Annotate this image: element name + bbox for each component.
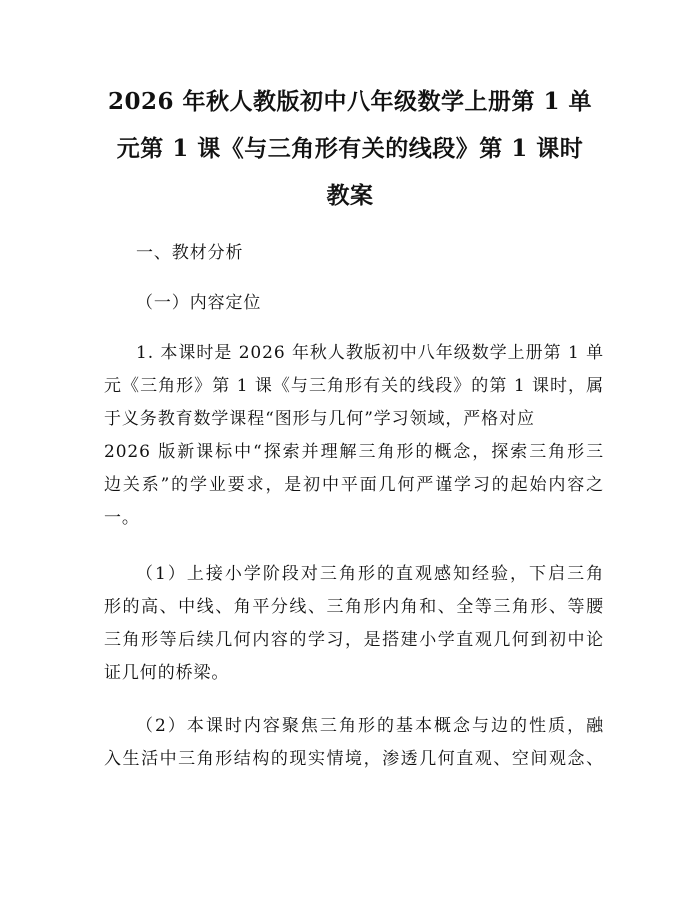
subsection-heading-content-positioning: （一）内容定位: [136, 293, 262, 313]
title-line-2: 元第 1 课《与三角形有关的线段》第 1 课时: [116, 135, 584, 162]
paragraph-1-line-4: 2026 版新课标中“探索并理解三角形的概念，探索三角形三: [104, 442, 604, 462]
paragraph-1-line-3: 于义务教育数学课程“图形与几何”学习领域，严格对应: [104, 409, 535, 429]
title-line-1: 2026 年秋人教版初中八年级数学上册第 1 单: [107, 88, 593, 115]
paragraph-2-line-4: 证几何的桥梁。: [104, 663, 230, 683]
paragraph-3-line-2: 入生活中三角形结构的现实情境，渗透几何直观、空间观念、: [104, 749, 604, 769]
paragraph-1-line-6: 一。: [104, 508, 140, 528]
paragraph-1-line-2: 元《三角形》第 1 课《与三角形有关的线段》的第 1 课时，属: [104, 376, 604, 396]
paragraph-1-line-1: 1. 本课时是 2026 年秋人教版初中八年级数学上册第 1 单: [136, 343, 604, 363]
document-title: [96, 78, 604, 219]
section-heading-materials-analysis: 一、教材分析: [136, 243, 244, 263]
paragraph-1-line-5: 边关系”的学业要求，是初中平面几何严谨学习的起始内容之: [104, 475, 604, 495]
paragraph-2-line-3: 三角形等后续几何内容的学习，是搭建小学直观几何到初中论: [104, 630, 604, 650]
paragraph-2-line-2: 形的高、中线、角平分线、三角形内角和、全等三角形、等腰: [104, 597, 604, 617]
paragraph-2-line-1: （1）上接小学阶段对三角形的直观感知经验，下启三角: [136, 564, 604, 584]
paragraph-3-line-1: （2）本课时内容聚焦三角形的基本概念与边的性质，融: [136, 716, 604, 736]
title-line-3: 教案: [326, 182, 374, 209]
